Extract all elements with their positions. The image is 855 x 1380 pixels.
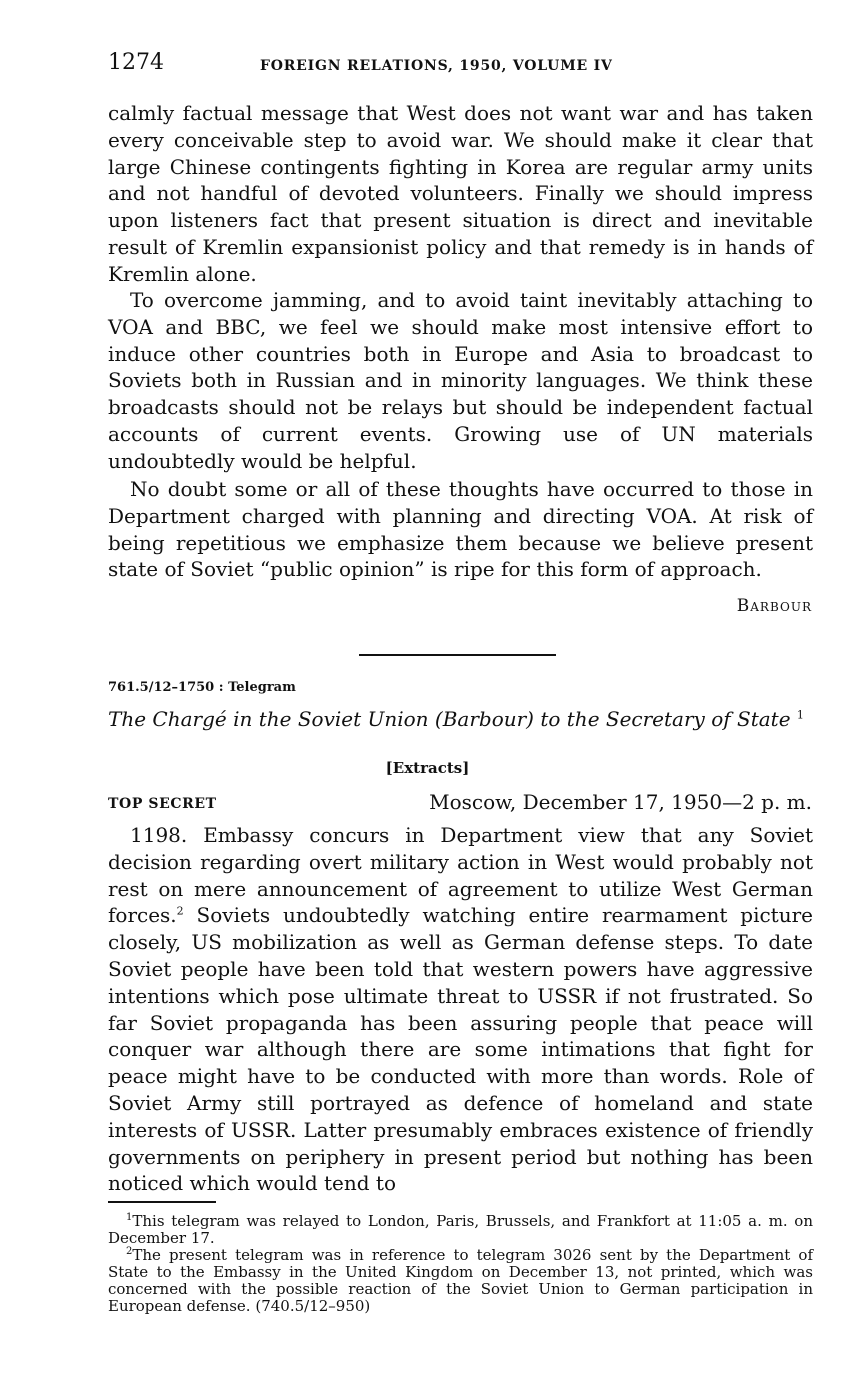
footnotes <box>108 1213 813 1315</box>
paragraph-2: To overcome jamming, and to avoid taint inevitably attaching to VOA and BBC, we feel we should make most intensive effort to induce other countries both in Europe and Asia to broadcast to Soviets both in Russian and in minority languages. We think these broadcasts should not be relays but should be independent factual accounts of current events. Growing use of UN materials undoubtedly would be helpful. <box>108 288 813 473</box>
footnote-1-text: This telegram was relayed to London, Paris, Brussels, and Frankfort at 11:05 a. m. on December 17. <box>108 1212 813 1247</box>
running-title: FOREIGN RELATIONS, 1950, VOLUME IV <box>260 58 613 74</box>
footnote-2-text: The present telegram was in reference to telegram 3026 sent by the Department of State to the Embassy in the United Kingdom on December 13, not printed, which was concerned with the possible reaction of the Soviet Union to German participation in European defense. (740.5/12–950) <box>108 1246 813 1315</box>
file-reference: 761.5/12–1750 : Telegram <box>108 680 296 695</box>
dateline: Moscow, December 17, 1950—2 p. m. <box>429 790 812 814</box>
paragraph-3: No doubt some or all of these thoughts have occurred to those in Department charged with planning and directing VOA. At risk of being repetitious we emphasize them because we believe present state of Soviet “public opinion” is ripe for this form of approach. <box>108 477 813 582</box>
paragraph-1: calmly factual message that West does not want war and has taken every conceivable step to avoid war. We should make it clear that large Chinese contingents fighting in Korea are regular army units and not handful of devoted volunteers. Finally we should impress upon listeners fact that present situation is direct and inevitable result of Kremlin expansionist policy and that remedy is in hands of Kremlin alone. <box>108 101 813 286</box>
footnote-ref-2[interactable]: 2 <box>176 904 184 918</box>
page-number: 1274 <box>108 50 164 75</box>
footnote-2 <box>108 1247 813 1315</box>
footnote-1 <box>108 1213 813 1247</box>
footnote-rule <box>108 1201 216 1203</box>
footnote-ref-1[interactable]: 1 <box>796 708 804 722</box>
telegram-body-part-1: 1198. Embassy concurs in Department view that any Soviet decision regarding overt military action in West would probably not rest on mere announcement of agreement to utilize West German forces. <box>108 823 813 928</box>
extracts-label: [Extracts] <box>385 759 470 777</box>
section-divider <box>359 654 556 656</box>
telegram-body <box>108 822 813 1197</box>
classification-label: TOP SECRET <box>108 796 217 812</box>
document-title <box>108 707 804 731</box>
telegram-body-part-2: Soviets undoubtedly watching entire rearmament picture closely, US mobilization as well as German defense steps. To date Soviet people have been told that western powers have aggressive intentions which pose ultimate threat to USSR if not frustrated. So far Soviet propaganda has been assuring people that peace will conquer war although there are some intimations that fight for peace might have to be conducted with more than words. Role of Soviet Army still portrayed as defence of homeland and state interests of USSR. Latter presumably embraces existence of friendly governments on periphery in present period but nothing has been noticed which would tend to <box>108 903 813 1196</box>
footnote-1-mark: 1 <box>126 1212 133 1223</box>
footnote-2-mark: 2 <box>126 1246 133 1257</box>
page-header <box>108 50 813 80</box>
document-title-text: The Chargé in the Soviet Union (Barbour) to the Secretary of State <box>108 707 791 731</box>
signature: Barbour <box>736 596 812 616</box>
